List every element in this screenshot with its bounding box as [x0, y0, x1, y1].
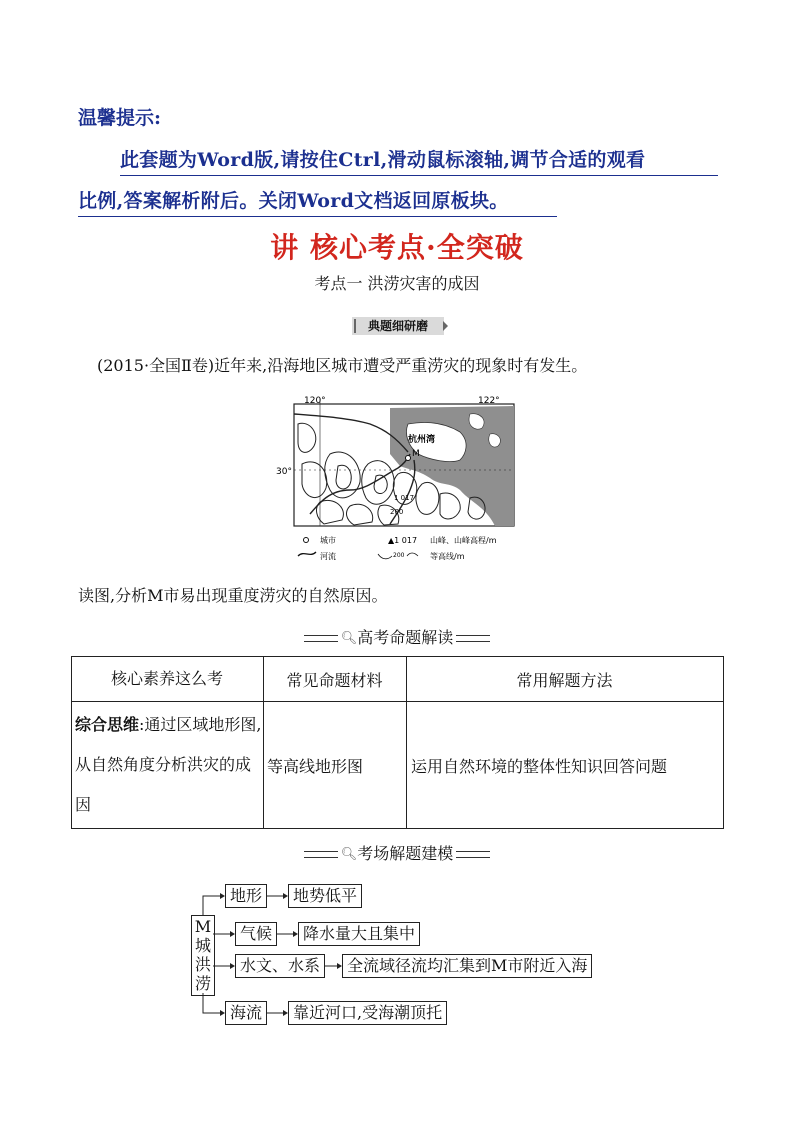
svg-text:▲1 017: ▲1 017	[388, 536, 418, 545]
tip-line-2: 比例,答案解析附后。关闭Word文档返回原板块。	[78, 186, 557, 217]
instruction-text: 读图,分析M市易出现重度涝灾的自然原因。	[78, 586, 388, 605]
flow-factor-terrain: 地形	[225, 884, 267, 908]
bay-label: 杭州湾	[408, 435, 436, 445]
svg-text:河流: 河流	[320, 552, 336, 561]
table-cell-core-literacy: 综合思维:通过区域地形图,从自然角度分析洪灾的成因	[72, 702, 264, 829]
tip-line-1: 此套题为Word版,请按住Ctrl,滑动鼠标滚轴,调节合适的观看	[120, 145, 718, 176]
peak-label: 1 017	[394, 494, 415, 502]
section-heading-2: 🔍︎考场解题建模	[0, 841, 794, 864]
contour-value-label: 200	[390, 508, 404, 516]
section-badge: 典题细研磨	[352, 317, 444, 335]
topic-title: 考点一 洪涝灾害的成因	[314, 274, 480, 293]
flow-result-ocean-current: 靠近河口,受海潮顶托	[288, 1001, 447, 1025]
table-cell-method: 运用自然环境的整体性知识回答问题	[407, 702, 724, 829]
table-header: 核心素养这么考	[72, 657, 264, 702]
flow-factor-hydrology: 水文、水系	[235, 954, 325, 978]
table-header: 常见命题材料	[264, 657, 407, 702]
svg-text:200: 200	[393, 552, 405, 559]
question-text: (2015·全国Ⅱ卷)近年来,沿海地区城市遭受严重涝灾的现象时有发生。	[97, 356, 588, 375]
lon-right-label: 122°	[478, 396, 500, 406]
section-heading-1: 🔍︎高考命题解读	[0, 625, 794, 648]
flow-result-terrain: 地势低平	[288, 884, 362, 908]
flow-factor-climate: 气候	[235, 922, 277, 946]
flow-result-climate: 降水量大且集中	[298, 922, 420, 946]
svg-text:等高线/m: 等高线/m	[430, 552, 465, 561]
svg-text:山峰、山峰高程/m: 山峰、山峰高程/m	[430, 536, 497, 545]
flow-factor-ocean-current: 海流	[225, 1001, 267, 1025]
magnifier-icon: 🔍︎	[340, 631, 358, 646]
table-header: 常用解题方法	[407, 657, 724, 702]
magnifier-icon: 🔍︎	[340, 847, 358, 862]
table-cell-material: 等高线地形图	[264, 702, 407, 829]
page-title: 讲 核心考点·全突破	[270, 231, 524, 264]
flow-result-hydrology: 全流域径流均汇集到M市附近入海	[342, 954, 592, 978]
flow-root-box: M 城 洪 涝	[191, 915, 215, 996]
lat-label: 30°	[276, 467, 292, 477]
tip-title: 温馨提示:	[78, 107, 162, 129]
svg-text:城市: 城市	[320, 536, 336, 545]
lon-left-label: 120°	[304, 396, 326, 406]
city-m-label: M	[412, 449, 420, 459]
